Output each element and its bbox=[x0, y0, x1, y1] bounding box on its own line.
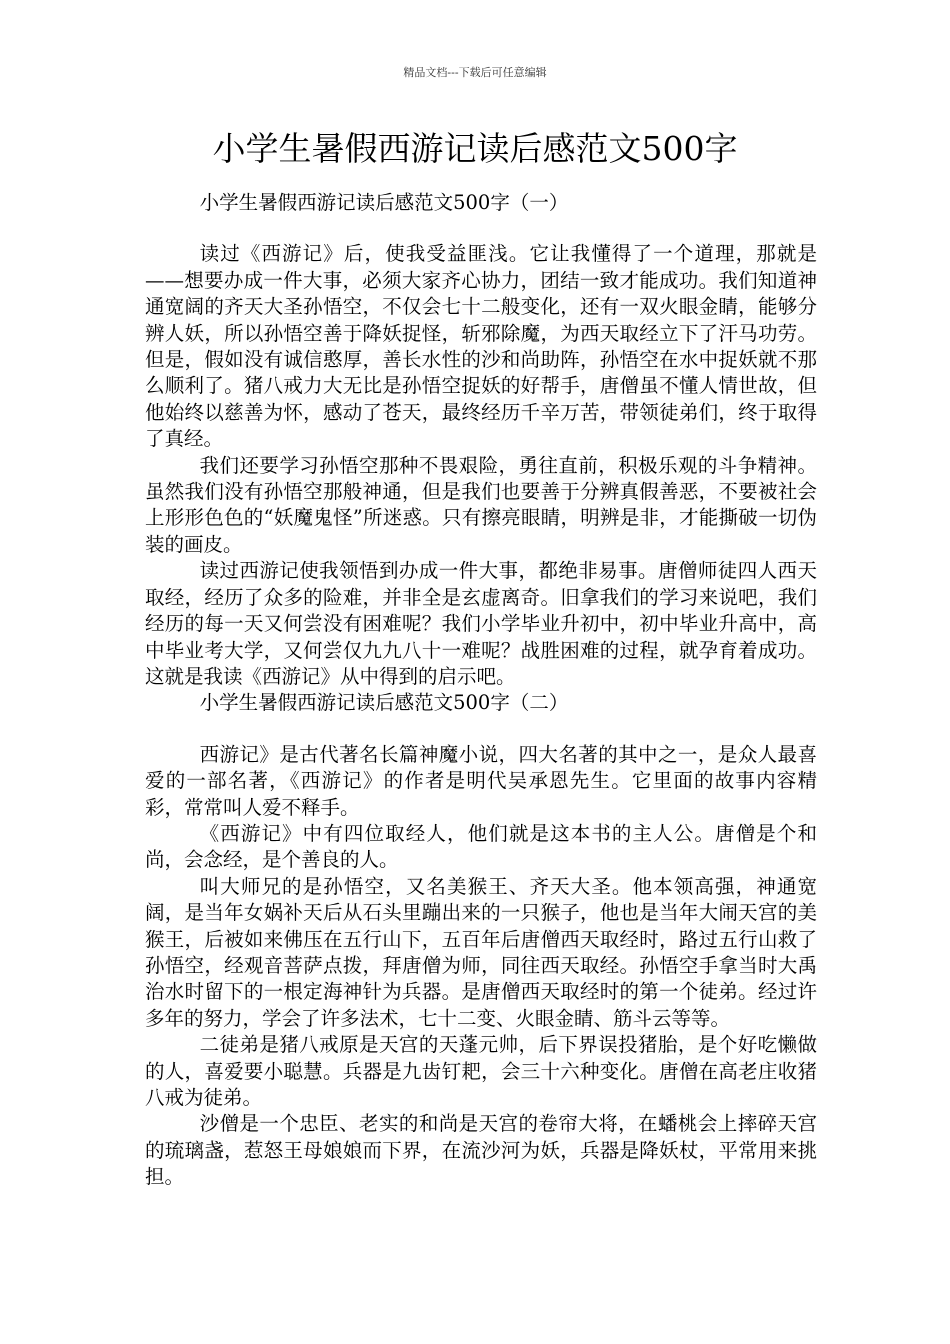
section-heading-2: 小学生暑假西游记读后感范文500字（二） bbox=[199, 691, 569, 715]
page-header: 精品文档---下载后可任意编辑 bbox=[403, 66, 547, 79]
paragraph: 沙僧是一个忠臣、老实的和尚是天宫的卷帘大将，在蟠桃会上摔碎天宫的琉璃盏，惹怒王母娘娘而下界，在流沙河为妖，兵器是降妖杖，平常用来挑担。 bbox=[145, 1112, 817, 1189]
paragraph: 《西游记》中有四位取经人，他们就是这本书的主人公。唐僧是个和尚，会念经，是个善良的人。 bbox=[145, 821, 817, 872]
paragraph: 读过西游记使我领悟到办成一件大事，都绝非易事。唐僧师徒四人西天取经，经历了众多的险难，并非全是玄虚离奇。旧拿我们的学习来说吧，我们经历的每一天又何尝没有困难呢？我们小学毕业升初中，初中毕业升高中，高中毕业考大学，又何尝仅九九八十一难呢？战胜困难的过程，就孕育着成功。这就是我读《西游记》从中得到的启示吧。 bbox=[145, 559, 817, 688]
document-title: 小学生暑假西游记读后感范文500字 bbox=[212, 129, 738, 168]
paragraph: 我们还要学习孙悟空那种不畏艰险，勇往直前，积极乐观的斗争精神。虽然我们没有孙悟空那般神通，但是我们也要善于分辨真假善恶，不要被社会上形形色色的“妖魔鬼怪”所迷惑。只有擦亮眼睛，明辨是非，才能撕破一切伪装的画皮。 bbox=[145, 453, 817, 556]
paragraph: 二徒弟是猪八戒原是天宫的天蓬元帅，后下界误投猪胎，是个好吃懒做的人，喜爱要小聪慧。兵器是九齿钉耙，会三十六种变化。唐僧在高老庄收猪八戒为徒弟。 bbox=[145, 1033, 817, 1109]
section-heading-1: 小学生暑假西游记读后感范文500字（一） bbox=[199, 191, 569, 214]
paragraph: 读过《西游记》后，使我受益匪浅。它让我懂得了一个道理，那就是——想要办成一件大事，必须大家齐心协力，团结一致才能成功。我们知道神通宽阔的齐天大圣孙悟空，不仅会七十二般变化，还有一双火眼金睛，能够分辨人妖，所以孙悟空善于降妖捉怪，斩邪除魔，为西天取经立下了汗马功劳。但是，假如没有诚信憨厚，善长水性的沙和尚助阵，孙悟空在水中捉妖就不那么顺利了。猪八戒力大无比是孙悟空捉妖的好帮手，唐僧虽不懂人情世故，但他始终以慈善为怀，感动了苍天，最终经历千辛万苦，带领徒弟们，终于取得了真经。 bbox=[145, 242, 817, 451]
paragraph: 叫大师兄的是孙悟空，又名美猴王、齐天大圣。他本领高强，神通宽阔，是当年女娲补天后从石头里蹦出来的一只猴子，他也是当年大闹天宫的美猴王，后被如来佛压在五行山下，五百年后唐僧西天取经时，路过五行山救了孙悟空，经观音菩萨点拨，拜唐僧为师，同往西天取经。孙悟空手拿当时大禹治水时留下的一根定海神针为兵器。是唐僧西天取经时的第一个徒弟。经过许多年的努力，学会了许多法术，七十二变、火眼金睛、筋斗云等等。 bbox=[145, 874, 817, 1030]
paragraph: 西游记》是古代著名长篇神魔小说，四大名著的其中之一，是众人最喜爱的一部名著，《西游记》的作者是明代吴承恩先生。它里面的故事内容精彩，常常叫人爱不释手。 bbox=[145, 742, 817, 819]
document-body bbox=[145, 190, 817, 1191]
